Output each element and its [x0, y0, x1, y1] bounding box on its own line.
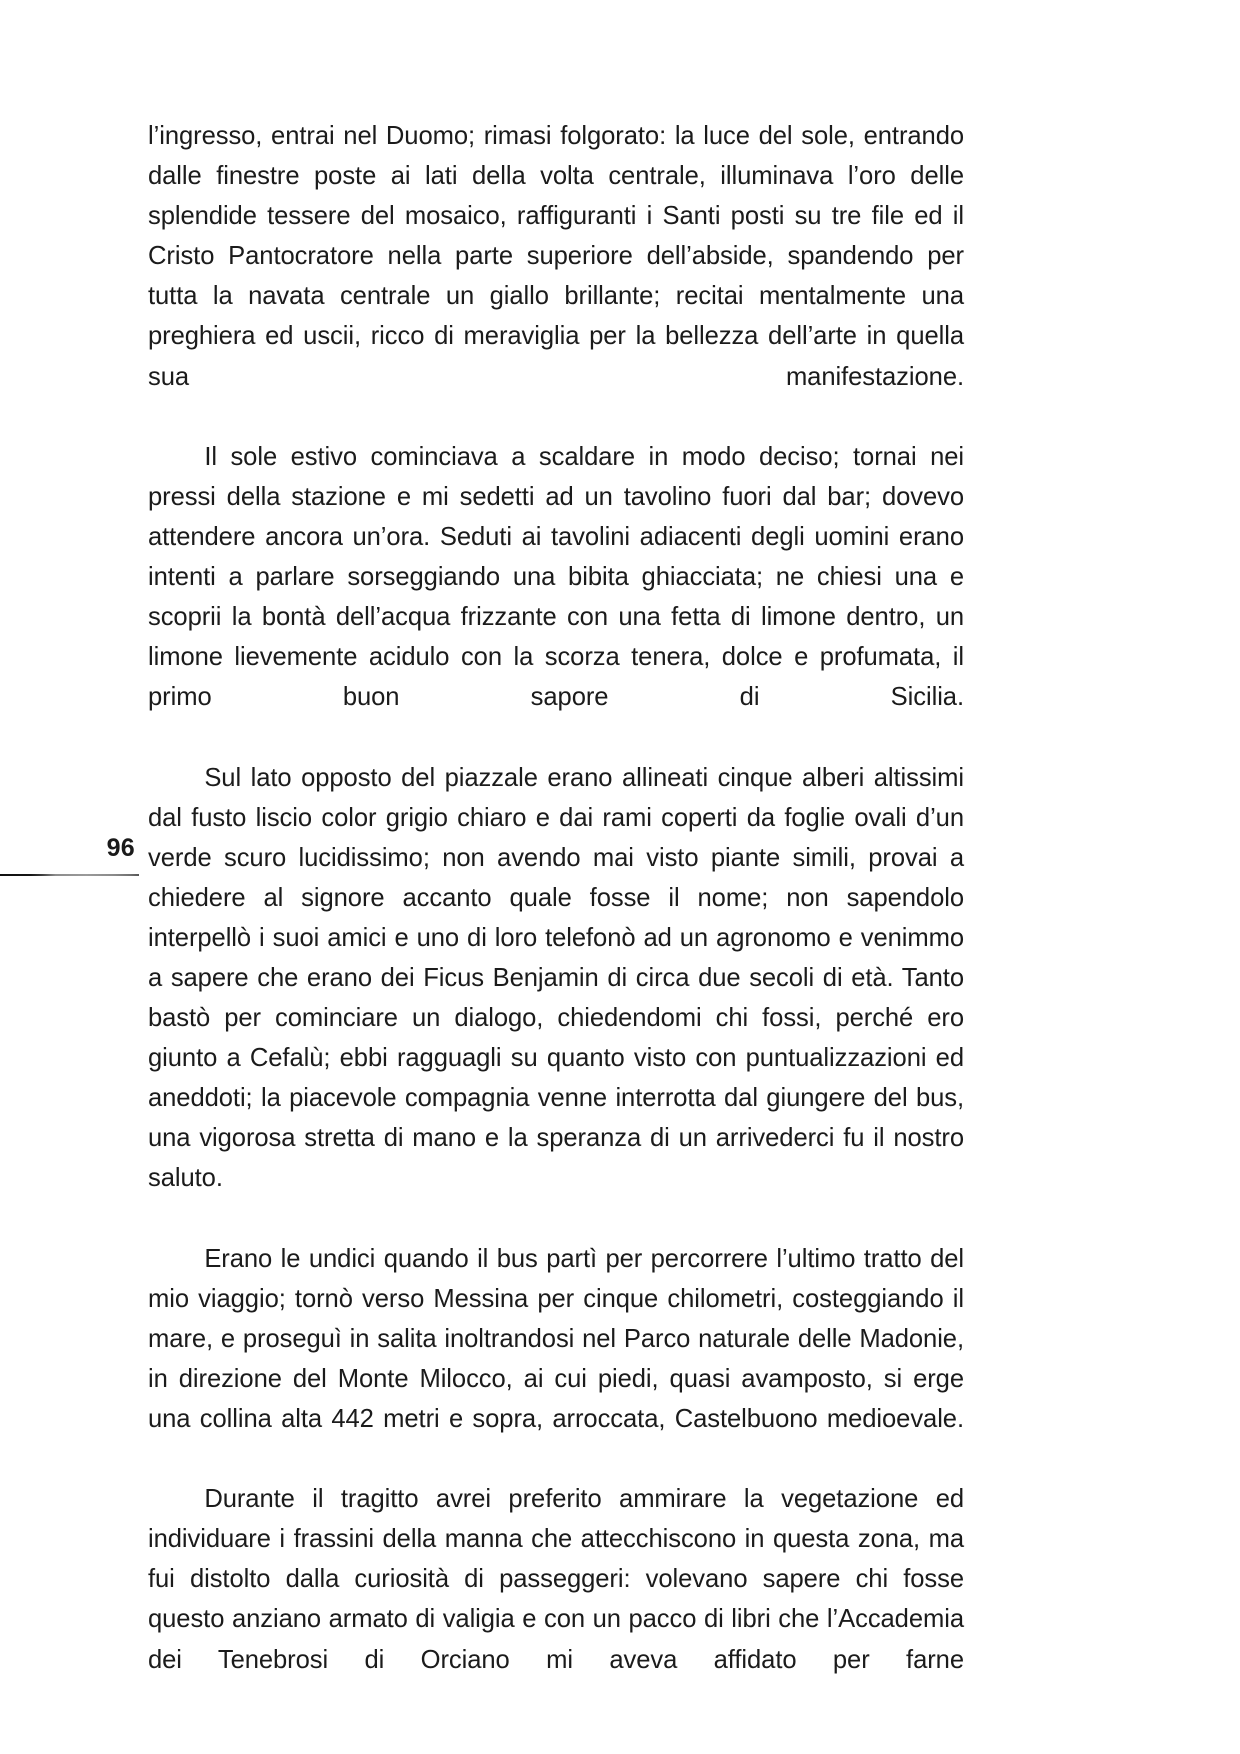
body-text-column	[148, 116, 964, 1720]
paragraph: Erano le undici quando il bus partì per percorrere l’ultimo tratto del mio viaggio; tornò verso Messina per cinque chilometri, costeggiando il mare, e proseguì in salita inoltrandosi nel Parco naturale delle Madonie, in direzione del Monte Milocco, ai cui piedi, quasi avamposto, si erge una collina alta 442 metri e sopra, arroccata, Castelbuono medioevale.	[148, 1244, 964, 1433]
paragraph: Sul lato opposto del piazzale erano allineati cinque alberi altissimi dal fusto liscio color grigio chiaro e dai rami coperti da foglie ovali d’un verde scuro lucidissimo; non avendo mai visto piante simili, provai a chiedere al signore accanto quale fosse il nome; non sapendolo interpellò i suoi amici e uno di loro telefonò ad un agronomo e venimmo a sapere che erano dei Ficus Benjamin di circa due secoli di età. Tanto bastò per cominciare un dialogo, chiedendomi chi fossi, perché ero giunto a Cefalù; ebbi ragguagli su quanto visto con puntualizzazioni ed aneddoti; la piacevole compagnia venne interrotta dal giungere del bus, una vigorosa stretta di mano e la speranza di un arrivederci fu il nostro saluto.	[148, 763, 964, 1193]
paragraph: l’ingresso, entrai nel Duomo; rimasi folgorato: la luce del sole, entrando dalle finestre poste ai lati della volta centrale, illuminava l’oro delle splendide tessere del mosaico, raffiguranti i Santi posti su tre file ed il Cristo Pantocratore nella parte superiore dell’abside, spandendo per tutta la navata centrale un giallo brillante; recitai mentalmente una preghiera ed uscii, ricco di meraviglia per la bellezza dell’arte in quella sua manifestazione.	[148, 122, 964, 391]
folio-block	[0, 836, 139, 882]
paragraph: Durante il tragitto avrei preferito ammirare la vegetazione ed individuare i frassini della manna che attecchiscono in questa zona, ma fui distolto dalla curiosità di passeggeri: volevano sapere chi fosse questo anziano armato di valigia e con un pacco di libri che l’Accademia dei Tenebrosi di Orciano mi aveva affidato per farne	[148, 1485, 964, 1674]
page-number: 96	[106, 834, 135, 862]
paragraph: Il sole estivo cominciava a scaldare in modo deciso; tornai nei pressi della stazione e mi sedetti ad un tavolino fuori dal bar; dovevo attendere ancora un’ora. Seduti ai tavolini adiacenti degli uomini erano intenti a parlare sorseggiando una bibita ghiacciata; ne chiesi una e scoprii la bontà dell’acqua frizzante con una fetta di limone dentro, un limone lievemente acidulo con la scorza tenera, dolce e profumata, il primo buon sapore di Sicilia.	[148, 442, 964, 712]
folio-divider-rule	[0, 874, 139, 876]
